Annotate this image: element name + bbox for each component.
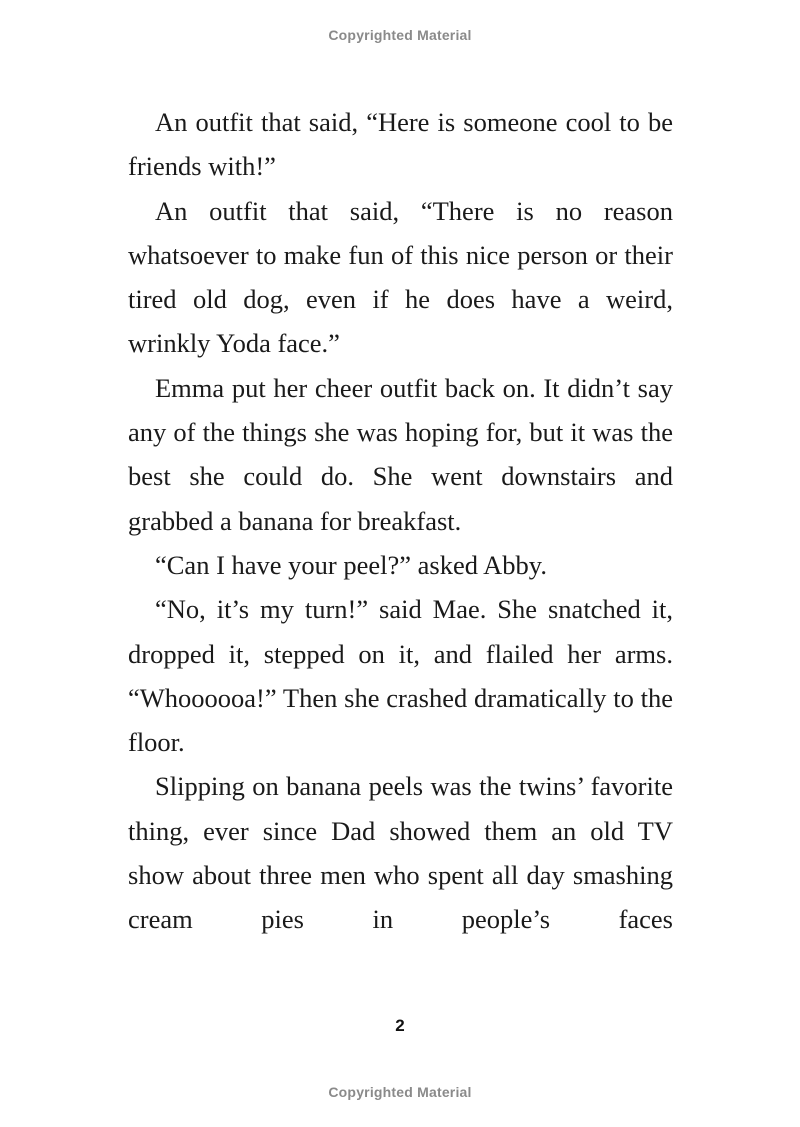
copyright-watermark-top: Copyrighted Material [328,27,472,43]
copyright-watermark-bottom: Copyrighted Material [328,1084,472,1100]
page-number: 2 [395,1016,405,1035]
page-body-text [128,100,673,942]
paragraph-2: An outfit that said, “There is no reason whatsoever to make fun of this nice person or their tired old dog, even if he does have a weird, wrinkly Yoda face.” [128,195,673,359]
paragraph-3: Emma put her cheer outfit back on. It didn’t say any of the things she was hoping for, but it was the best she could do. She went downstairs and grabbed a banana for breakfast. [128,372,673,536]
paragraph-4: “Can I have your peel?” asked Abby. [155,549,547,580]
paragraph-6: Slipping on banana peels was the twins’ favorite thing, ever since Dad showed them an old TV show about three men who spent all day smashing cream pies in people’s faces [128,771,673,935]
paragraph-5: “No, it’s my turn!” said Mae. She snatched it, dropped it, stepped on it, and flailed her arms. “Whoooooa!” Then she crashed dramatically to the floor. [128,594,673,758]
paragraph-1: An outfit that said, “Here is someone cool to be friends with!” [128,107,673,182]
